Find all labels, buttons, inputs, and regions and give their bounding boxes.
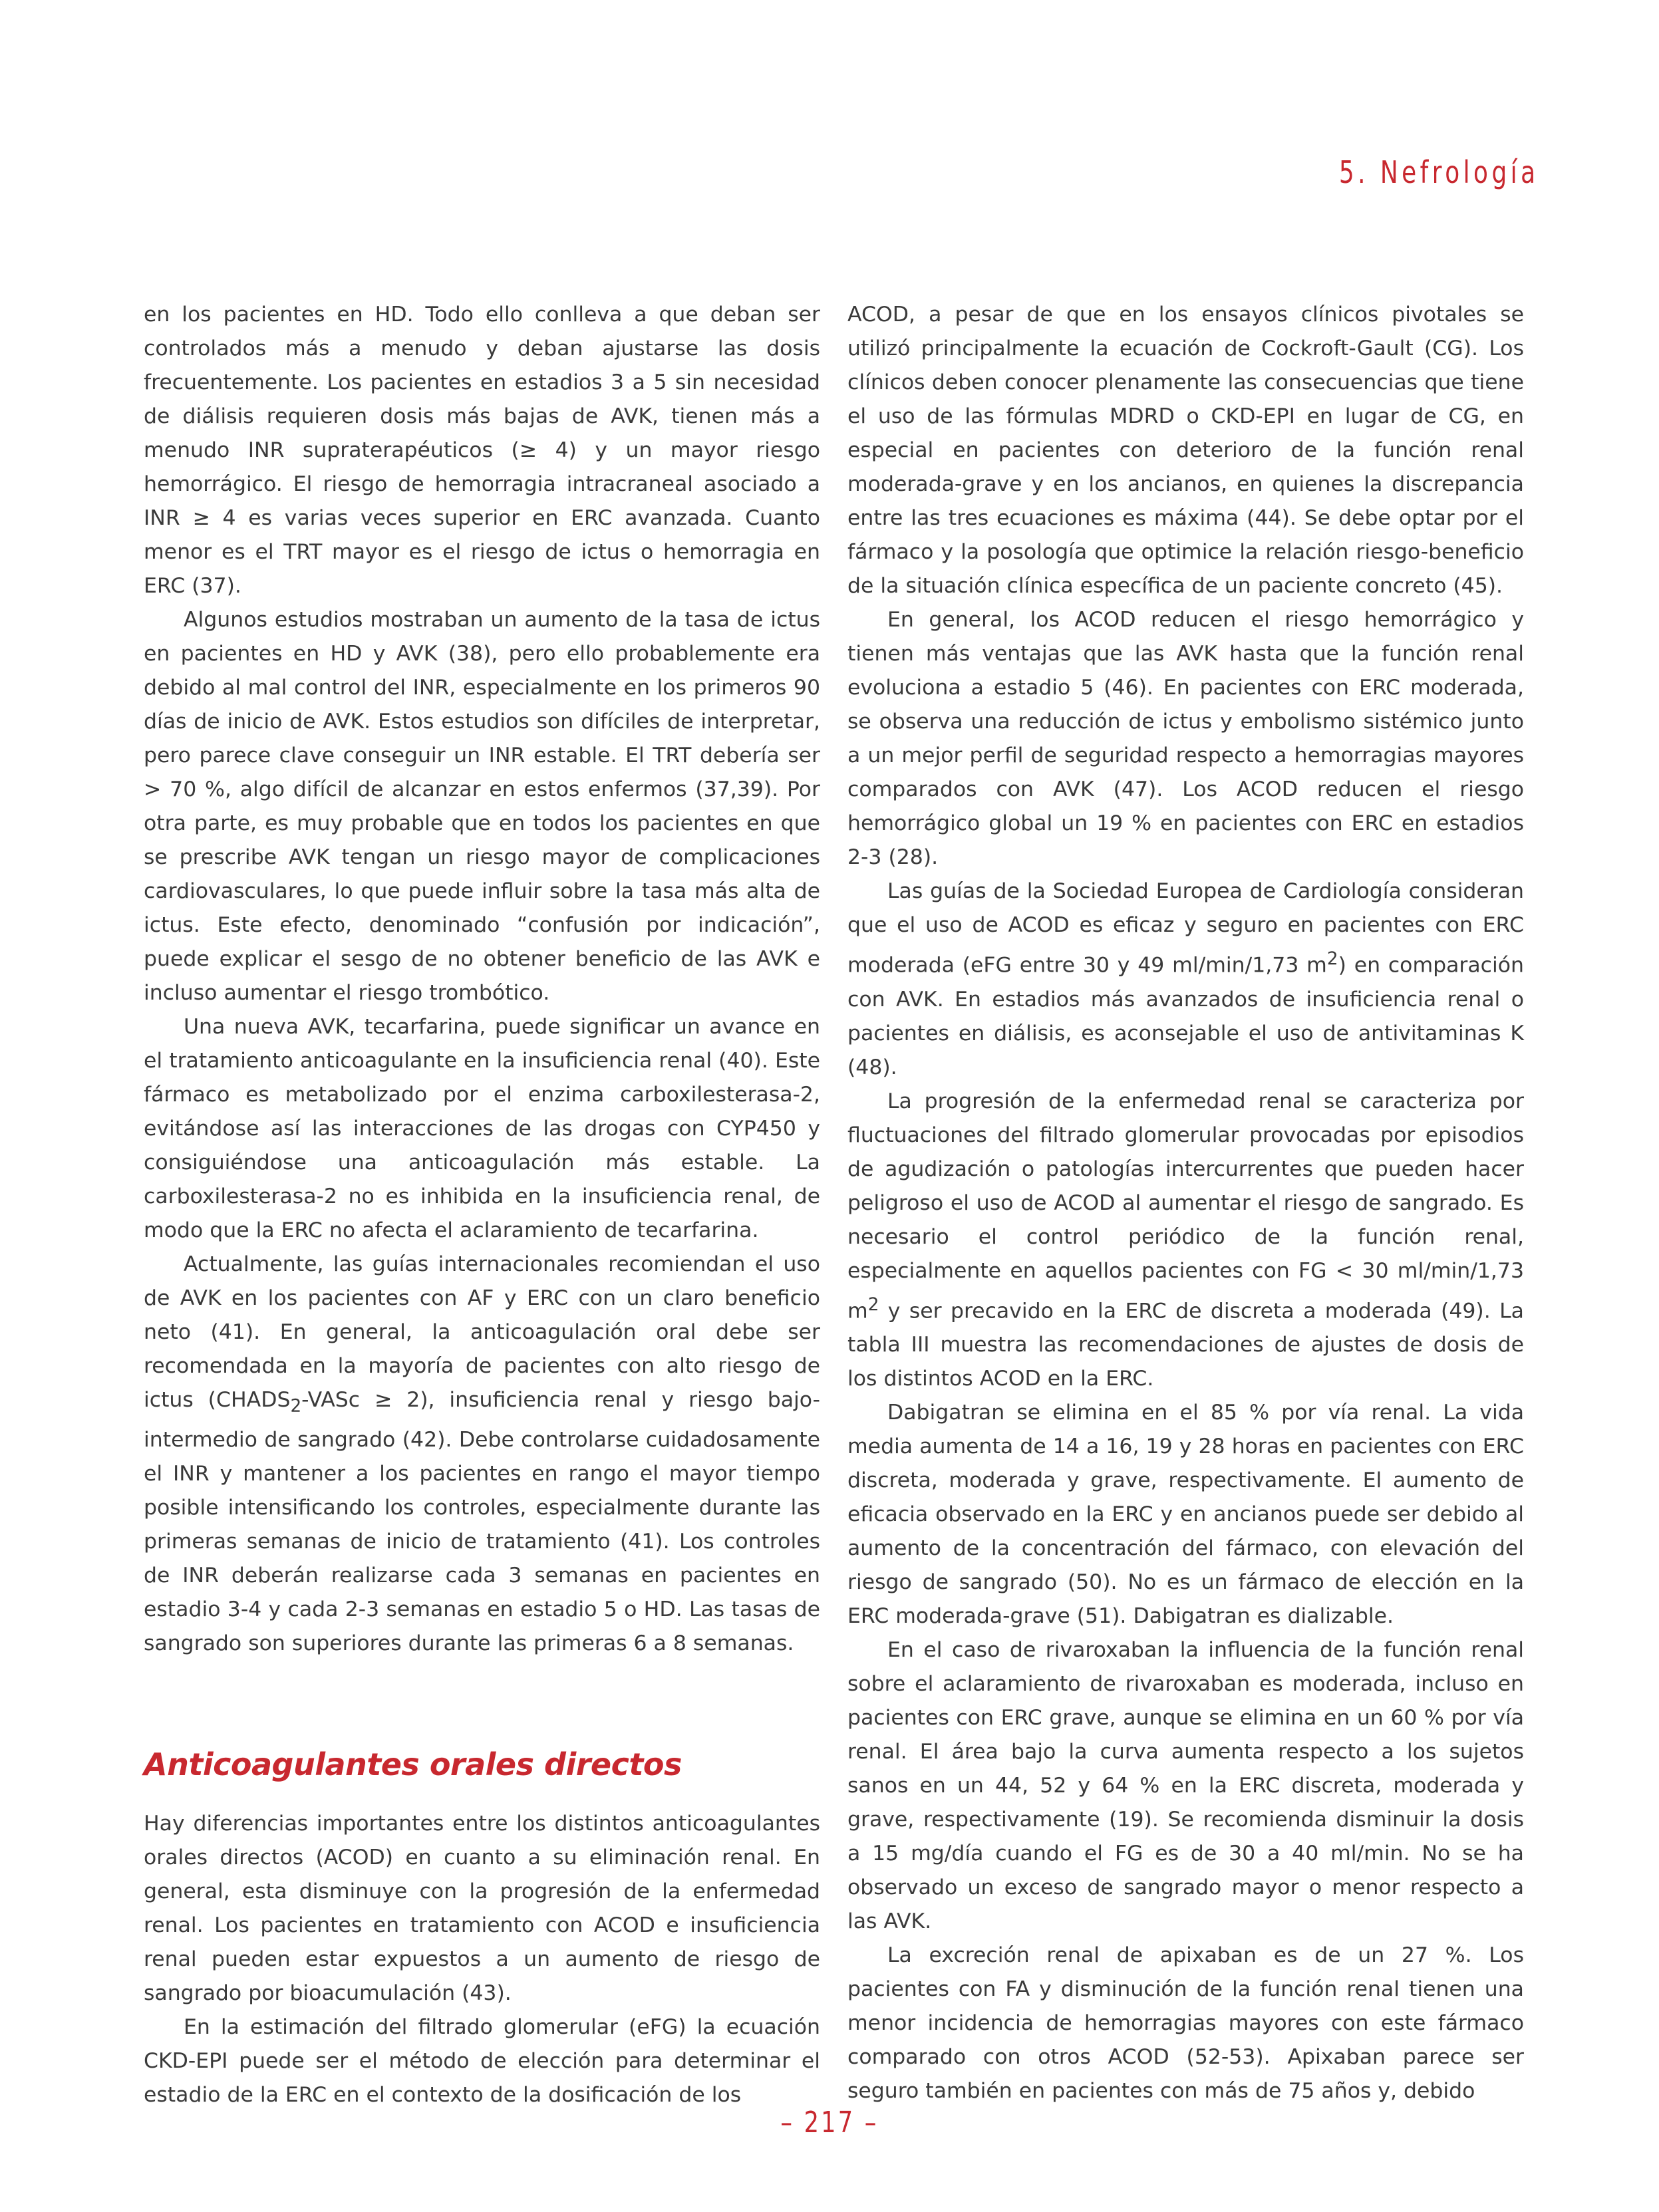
paragraph: En el caso de rivaroxaban la influencia de la función renal sobre el aclaramiento de rivaroxaban es moderada, incluso en pacientes con ERC grave, aunque se elimina en un 60 % por vía renal. El área bajo la curva aumenta respecto a los sujetos sanos en un 44, 52 y 64 % en la ERC discreta, moderada y grave, respectivamente (19). Se recomienda disminuir la dosis a 15 mg/día cuando el FG es de 30 a 40 ml/min. No se ha observado un exceso de sangrado mayor o menor respecto a las AVK.: [847, 1638, 1524, 1933]
text-run: ) en comparación con AVK. En estadios más avanzados de insuficiencia renal o pacientes en diálisis, es aconsejable el uso de antivitaminas K (48).: [847, 953, 1524, 1079]
paragraph: Algunos estudios mostraban un aumento de la tasa de ictus en pacientes en HD y AVK (38), pero ello probablemente era debido al mal control del INR, especialmente en los primeros 90 días de inicio de AVK. Estos estudios son difíciles de interpretar, pero parece clave conseguir un INR estable. El TRT debería ser > 70 %, algo difícil de alcanzar en estos enfermos (37,39). Por otra parte, es muy probable que en todos los pacientes en que se prescribe AVK tengan un riesgo mayor de complicaciones cardiovasculares, lo que puede influir sobre la tasa más alta de ictus. Este efecto, denominado “confusión por indicación”, puede explicar el sesgo de no obtener beneficio de las AVK e incluso aumentar el riesgo trombótico.: [144, 608, 820, 1005]
text-run: Las guías de la Sociedad Europea de Cardiología consideran que el uso de ACOD es eficaz y seguro en pacientes con ERC moderada (eFG entre 30 y 49 ml/min/1,73 m: [847, 879, 1524, 978]
paragraph: en los pacientes en HD. Todo ello conlleva a que deban ser controlados más a menudo y deban ajustarse las dosis frecuentemente. Los pacientes en estadios 3 a 5 sin necesidad de diálisis requieren dosis más bajas de AVK, tienen más a menudo INR supraterapéuticos (≥ 4) y un mayor riesgo hemorrágico. El riesgo de hemorragia intracraneal asociado a INR ≥ 4 es varias veces superior en ERC avanzada. Cuanto menor es el TRT mayor es el riesgo de ictus o hemorragia en ERC (37).: [144, 303, 820, 598]
left-column: [144, 298, 820, 2112]
superscript: 2: [1326, 949, 1338, 969]
superscript: 2: [867, 1294, 879, 1315]
paragraph: Hay diferencias importantes entre los distintos anticoagulantes orales directos (ACOD) en cuanto a su eliminación renal. En general, esta disminuye con la progresión de la enfermedad renal. Los pacientes en tratamiento con ACOD e insuficiencia renal pueden estar expuestos a un aumento de riesgo de sangrado por bioacumulación (43).: [144, 1812, 820, 2006]
page-number-text: – 217 –: [780, 2106, 879, 2140]
page-number: [0, 2106, 1659, 2140]
paragraph: La excreción renal de apixaban es de un 27 %. Los pacientes con FA y disminución de la función renal tienen una menor incidencia de hemorragias mayores con este fármaco comparado con otros ACOD (52-53). Apixaban parece ser seguro también en pacientes con más de 75 años y, debido: [847, 1943, 1524, 2103]
paragraph: Dabigatran se elimina en el 85 % por vía renal. La vida media aumenta de 14 a 16, 19 y 28 horas en pacientes con ERC discreta, moderada y grave, respectivamente. El aumento de eficacia observado en la ERC y en ancianos puede ser debido al aumento de la concentración del fármaco, con elevación del riesgo de sangrado (50). No es un fármaco de elección en la ERC moderada-grave (51). Dabigatran es dializable.: [847, 1401, 1524, 1628]
paragraph: En la estimación del filtrado glomerular (eFG) la ecuación CKD-EPI puede ser el método de elección para determinar el estadio de la ERC en el contexto de la dosificación de los: [144, 2015, 820, 2108]
text-run: La progresión de la enfermedad renal se caracteriza por fluctuaciones del filtrado glomerular provocadas por episodios de agudización o patologías intercurrentes que pueden hacer peligroso el uso de ACOD al aumentar el riesgo de sangrado. Es necesario el control periódico de la función renal, especialmente en aquellos pacientes con FG < 30 ml/min/1,73 m: [847, 1089, 1524, 1323]
paragraph: [144, 1248, 820, 1661]
text-run: -VASc ≥ 2), insuficiencia renal y riesgo bajo-intermedio de sangrado (42). Debe controlarse cuidadosamente el INR y mantener a los pacientes en rango el mayor tiempo posible intensificando los controles, especialmente durante las primeras semanas de inicio de tratamiento (41). Los controles de INR deberán realizarse cada 3 semanas en pacientes en estadio 3-4 y cada 2-3 semanas en estadio 5 o HD. Las tasas de sangrado son superiores durante las primeras 6 a 8 semanas.: [144, 1388, 820, 1656]
text-run: Actualmente, las guías internacionales recomiendan el uso de AVK en los pacientes con AF y ERC con un claro beneficio neto (41). En general, la anticoagulación oral debe ser recomendada en la mayoría de pacientes con alto riesgo de ictus (CHADS: [144, 1252, 820, 1412]
text-run: y ser precavido en la ERC de discreta a moderada (49). La tabla III muestra las recomendaciones de ajustes de dosis de los distintos ACOD en la ERC.: [847, 1299, 1524, 1391]
section-heading: Anticoagulantes orales directos: [144, 1746, 682, 1783]
running-title: 5. Nefrología: [1339, 154, 1539, 190]
paragraph: ACOD, a pesar de que en los ensayos clínicos pivotales se utilizó principalmente la ecuación de Cockroft-Gault (CG). Los clínicos deben conocer plenamente las consecuencias que tiene el uso de las fórmulas MDRD o CKD-EPI en lugar de CG, en especial en pacientes con deterioro de la función renal moderada-grave y en los ancianos, en quienes la discrepancia entre las tres ecuaciones es máxima (44). Se debe optar por el fármaco y la posología que optimice la relación riesgo-beneficio de la situación clínica específica de un paciente concreto (45).: [847, 303, 1524, 598]
paragraph: Una nueva AVK, tecarfarina, puede significar un avance en el tratamiento anticoagulante en la insuficiencia renal (40). Este fármaco es metabolizado por el enzima carboxilesterasa-2, evitándose así las interacciones de las drogas con CYP450 y consiguiéndose una anticoagulación más estable. La carboxilesterasa-2 no es inhibida en la insuficiencia renal, de modo que la ERC no afecta el aclaramiento de tecarfarina.: [144, 1015, 820, 1242]
right-column: [847, 298, 1524, 2108]
paragraph: En general, los ACOD reducen el riesgo hemorrágico y tienen más ventajas que las AVK hasta que la función renal evoluciona a estadio 5 (46). En pacientes con ERC moderada, se observa una reducción de ictus y embolismo sistémico junto a un mejor perfil de seguridad respecto a hemorragias mayores comparados con AVK (47). Los ACOD reducen el riesgo hemorrágico global un 19 % en pacientes con ERC en estadios 2-3 (28).: [847, 608, 1524, 869]
subscript: 2: [290, 1396, 302, 1417]
paragraph: [847, 875, 1524, 1085]
paragraph: [847, 1085, 1524, 1397]
